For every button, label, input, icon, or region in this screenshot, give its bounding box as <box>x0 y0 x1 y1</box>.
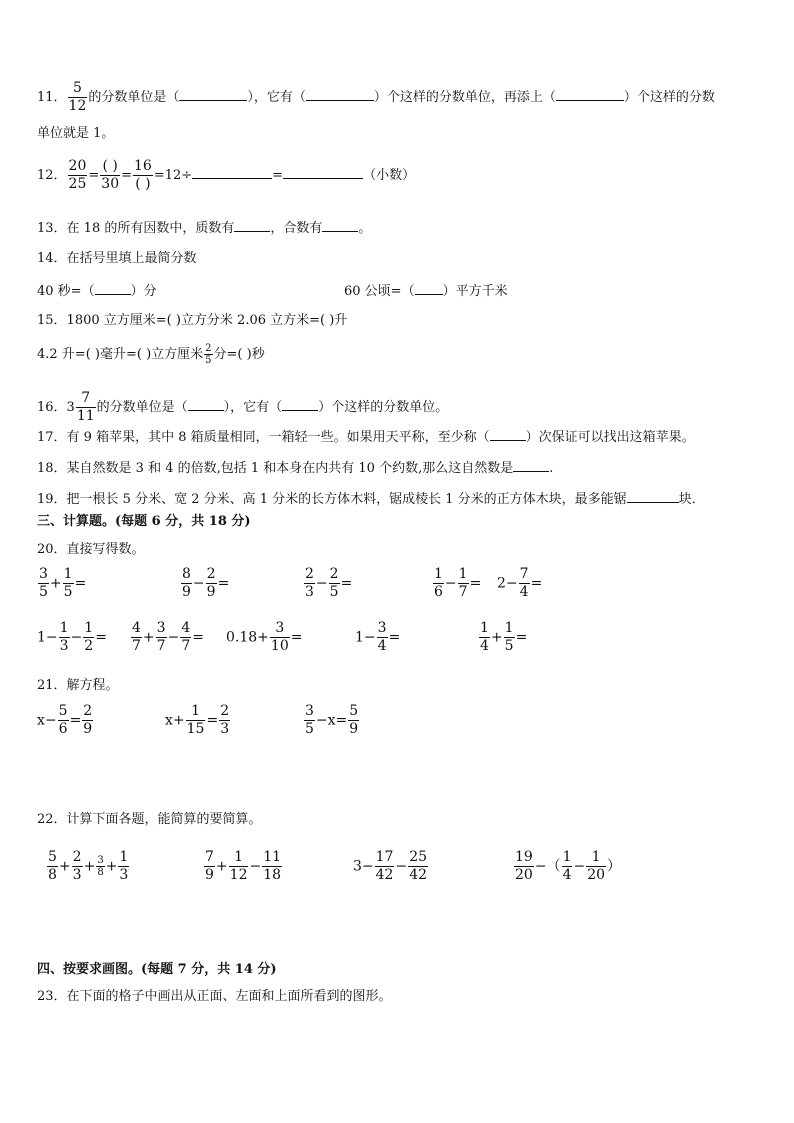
answer-blank[interactable] <box>282 398 318 411</box>
section-3-title: 三、计算题。(每题 6 分，共 18 分) <box>37 514 251 529</box>
expr: 0.18+ $\frac{3}{10}$ = <box>226 620 303 654</box>
answer-blank[interactable] <box>179 88 247 101</box>
fraction: $\frac{7}{11}$ <box>76 390 95 424</box>
answer-blank[interactable] <box>322 219 358 232</box>
fraction: $\frac{2}{5}$ <box>205 343 212 366</box>
equation: x− $\frac{5}{6}$ = $\frac{2}{9}$ <box>37 703 93 737</box>
expr: 1− $\frac{3}{4}$ = <box>355 620 401 654</box>
question-14-b: 60 公顷=（ ）平方千米 <box>344 284 508 299</box>
answer-blank[interactable] <box>192 166 272 179</box>
question-13: 13．在 18 的所有因数中，质数有 ，合数有 。 <box>37 221 372 236</box>
question-11: 11． $\frac{5}{12}$ 的分数单位是（ ），它有（ ）个这样的分数单位，再添上（ ）个这样的分数 <box>37 80 715 114</box>
answer-blank[interactable] <box>283 166 363 179</box>
fraction: $\frac{5}{12}$ <box>68 80 87 114</box>
answer-blank[interactable] <box>306 88 374 101</box>
question-15-cont: 4.2 升=( )毫升=( )立方厘米 $\frac{2}{5}$ 分=( )秒 <box>37 343 265 366</box>
expr: $\frac{8}{9}$ − $\frac{2}{9}$ = <box>182 566 230 600</box>
section-4-title: 四、按要求画图。(每题 7 分，共 14 分) <box>37 962 277 977</box>
question-14-title: 14．在括号里填上最简分数 <box>37 251 197 266</box>
expr: 2− $\frac{7}{4}$ = <box>497 566 543 600</box>
expr: 3− $\frac{17}{42}$ − $\frac{25}{42}$ <box>353 849 428 883</box>
answer-blank[interactable] <box>188 398 224 411</box>
question-17: 17．有 9 箱苹果，其中 8 箱质量相同，一箱轻一些。如果用天平称，至少称（ ）次保证可以找出这箱苹果。 <box>37 430 695 445</box>
question-15: 15．1800 立方厘米=( )立方分米 2.06 立方米=( )升 <box>37 313 348 328</box>
equation: $\frac{3}{5}$ −x= $\frac{5}{9}$ <box>305 703 359 737</box>
question-19: 19．把一根长 5 分米、宽 2 分米、高 1 分米的长方体木料，锯成棱长 1 分米的正方体木块，最多能锯 块． <box>37 492 705 507</box>
question-14-a: 40 秒=（ ）分 <box>37 284 157 299</box>
question-16: 16．3 $\frac{7}{11}$ 的分数单位是（ ），它有（ ）个这样的分数单位。 <box>37 390 449 424</box>
fraction: $\frac{20}{25}$ <box>68 158 87 192</box>
answer-blank[interactable] <box>556 88 624 101</box>
answer-blank[interactable] <box>95 282 131 295</box>
question-11-cont: 单位就是 1。 <box>37 126 115 141</box>
answer-blank[interactable] <box>490 428 526 441</box>
question-20-title: 20．直接写得数。 <box>37 542 145 557</box>
answer-blank[interactable] <box>234 219 270 232</box>
question-22-title: 22．计算下面各题，能简算的要简算。 <box>37 812 262 827</box>
expr: 1− $\frac{1}{3}$ − $\frac{1}{2}$ = <box>37 620 107 654</box>
answer-blank[interactable] <box>415 282 443 295</box>
expr: $\frac{3}{5}$ + $\frac{1}{5}$ = <box>39 566 87 600</box>
expr: $\frac{1}{4}$ + $\frac{1}{5}$ = <box>480 620 528 654</box>
answer-blank[interactable] <box>513 459 549 472</box>
equation: x+ $\frac{1}{15}$ = $\frac{2}{3}$ <box>165 703 230 737</box>
expr: $\frac{7}{9}$ + $\frac{1}{12}$ − $\frac{11}{18}$ <box>205 849 282 883</box>
answer-blank[interactable] <box>627 490 679 503</box>
question-18: 18．某自然数是 3 和 4 的倍数,包括 1 和本身在内共有 10 个约数,那么这自然数是 . <box>37 461 554 476</box>
expr: $\frac{2}{3}$ − $\frac{2}{5}$ = <box>305 566 353 600</box>
expr: $\frac{4}{7}$ + $\frac{3}{7}$ − $\frac{4}{7}$ = <box>132 620 204 654</box>
question-21-title: 21．解方程。 <box>37 678 119 693</box>
expr: $\frac{5}{8}$ + $\frac{2}{3}$ + $\frac{3}{8}$ + $\frac{1}{3}$ <box>48 849 129 883</box>
expr: $\frac{19}{20}$ −（ $\frac{1}{4}$ − $\frac{1}{20}$ ） <box>515 849 622 883</box>
question-12: 12． $\frac{20}{25}$ = $\frac{( )}{30}$ = $\frac{16}{( )}$ =12÷ = （小数） <box>37 158 416 192</box>
expr: $\frac{1}{6}$ − $\frac{1}{7}$ = <box>434 566 482 600</box>
question-23: 23．在下面的格子中画出从正面、左面和上面所看到的图形。 <box>37 989 392 1004</box>
fraction-blank[interactable]: $\frac{16}{( )}$ <box>134 158 152 192</box>
fraction-blank[interactable]: $\frac{( )}{30}$ <box>101 158 120 192</box>
